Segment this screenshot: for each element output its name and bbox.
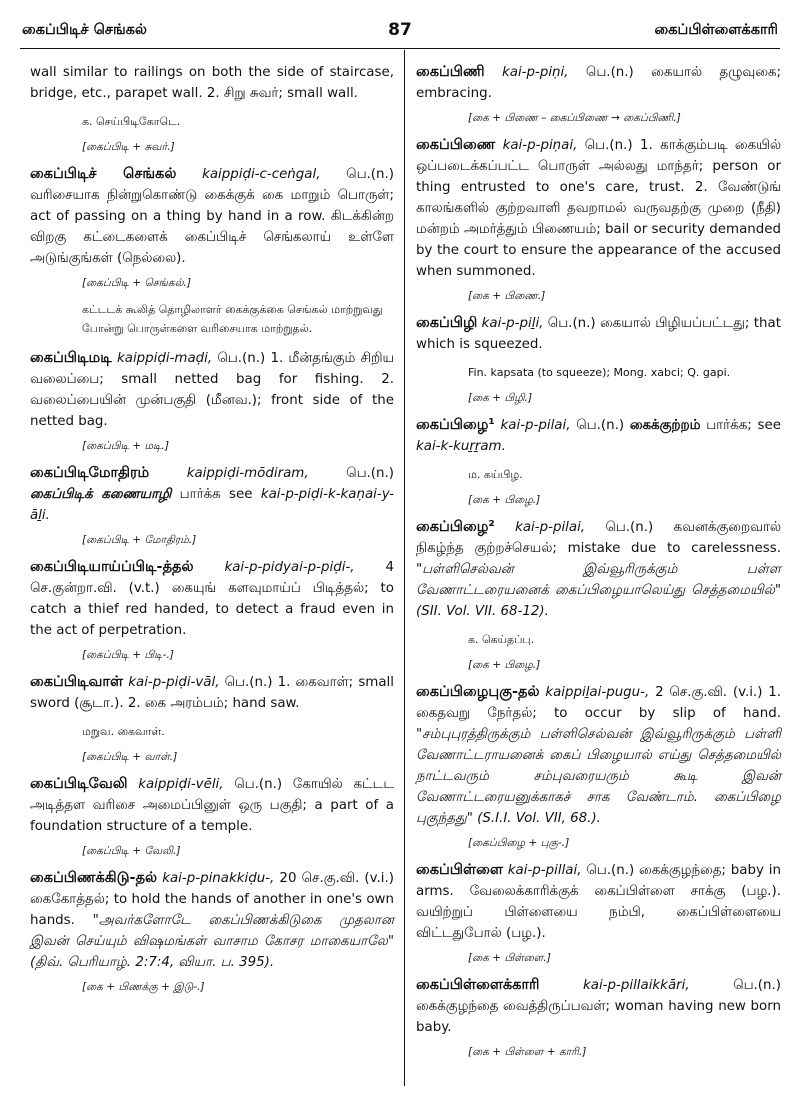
etymology: [கை + பிணை.] (468, 290, 546, 302)
dictionary-entry (30, 868, 394, 973)
definition-text: பெ.(n.) கையால் பிழியப்பட்டது; that which is squeezed. (416, 316, 781, 352)
transliteration: kaippiḍi-mōdiram, (186, 466, 309, 481)
headword: கைப்பிழைபுகு-தல் (416, 684, 540, 700)
citation-quote: "சம்புபுரத்திருக்கும் பள்ளிசெல்வன் இவ்வூரிருக்கும் பள்ளி வேணாட்டராயனைக் கைப் பிழையால் எய்து செத்தமையில் நாட்டவரும் சம்புவரையரும் கூடி இவன் வேணாட்டரையனுக்காகச் சாக வேண்டாம். கைப்பிழை புகுந்தது" (S.I.I. Vol. VII, 68.). (416, 727, 781, 826)
header-right-guideword: கைப்பிள்ளைக்காரி (654, 22, 778, 38)
transliteration: kai-p-pidyai-p-piḍi-, (224, 560, 355, 575)
definition-text: 2 செ.கு.வி. (v.i.) 1. கைதவறு நேர்தல்; to occur by slip of hand. (416, 685, 781, 721)
column-divider (404, 50, 405, 1086)
etymology: [கை + பிணை – கைப்பிணை → கைப்பிணி.] (468, 112, 681, 124)
definition-text: 20 செ.கு.வி. (v.i.) கைகோத்தல்; to hold the hands of another in one's own hands. (30, 871, 394, 928)
related-form: க. கெய்தப்பு. (468, 633, 535, 646)
headword: கைப்பிடிச் செங்கல் (30, 166, 177, 182)
headword: கைப்பிழை² (416, 519, 495, 535)
etymology: [கைப்பிடி + மடி.] (82, 440, 169, 452)
transliteration: kai-p-piḻi, (481, 316, 544, 331)
dictionary-entry (30, 774, 394, 837)
definition-text: பெ.(n.) 1. காக்கும்படி கையில் ஒப்படைக்கப்பட்ட பொருள் அல்லது மாந்தர்; person or thing entrusted to one's care, trust. 2. வேண்டுங் காலங்களில் குற்றவாளி தவறாமல் வருவதற்கு முறை (நீதி) மன்றம் அமர்த்தும் பிணையம்; bail or security demanded by the court to ensure the appearance of the accused when summoned. (416, 138, 781, 279)
etymology: [கைப்பிடி + வாள்.] (82, 751, 178, 763)
definition-text: பெ.(n.) 1. கைவாள்; small sword (சூடா.). 2. கை அரம்பம்; hand saw. (30, 675, 394, 711)
definition-text: பார்க்க see (171, 487, 261, 502)
etymology: [கைப்பிடி + சுவர்.] (82, 141, 175, 153)
right-column (416, 62, 781, 1069)
transliteration: kai-p-piḍi-vāl, (128, 675, 220, 690)
headword: கைப்பிடியாய்ப்பிடி-த்தல் (30, 559, 194, 575)
dictionary-entry (416, 62, 781, 104)
etymology: [கை + பிள்ளை + காரி.] (468, 1046, 587, 1058)
headword: கைப்பிடிமடி (30, 350, 112, 366)
transliteration: kaippiḻai-pugu-, (545, 685, 650, 700)
headword: கைப்பிடிவாள் (30, 674, 124, 690)
definition-text: பெ.(n.) கையால் தழுவுகை; embracing. (416, 65, 781, 101)
citation-quote: "பள்ளிசெல்வன் இவ்வூரிருக்கும் பள்ள வேணாட்டரையனைக் கைப்பிழையாலெய்து செத்தமையில்" (SII. Vol. VII. 68-12). (416, 562, 781, 619)
transliteration: kai-p-piṇai, (502, 138, 578, 153)
header-rule (20, 48, 780, 49)
dictionary-entry (416, 135, 781, 282)
header-left-guideword: கைப்பிடிச் செங்கல் (22, 22, 147, 38)
etymology: [கைப்பிடி + மோதிரம்.] (82, 534, 197, 546)
definition-text: பெ.(n.) 1. மீன்தங்கும் சிறிய வலைப்பை; small netted bag for fishing. 2. வலைப்பையின் முன்பகுதி (மீனவ.); front side of the netted bag. (30, 351, 394, 429)
definition-text: பெ.(n.) (570, 418, 630, 433)
definition-text: பெ.(n.) கவனக்குறைவால் நிகழ்ந்த குற்றச்செயல்; mistake due to carelessness. (416, 520, 781, 556)
etymology: [கைப்பிடி + செங்கல்.] (82, 277, 191, 289)
headword: கைப்பிடிமோதிரம் (30, 465, 150, 481)
transliteration: kaippiḍi-c-ceṅgal, (202, 167, 321, 182)
definition-text: wall similar to railings on both the side of staircase, bridge, etc., parapet wall. 2. சிறு சுவர்; small wall. (30, 65, 394, 101)
dictionary-entry (30, 672, 394, 714)
transliteration: kai-p-pilai, (515, 520, 586, 535)
cross-reference-transliteration: kai-p-piḍi-k-kaṇai-y-āḻi. (30, 487, 395, 523)
dictionary-entry (416, 517, 781, 622)
cognates: Fin. kapsata (to squeeze); Mong. xabci; Q. gapi. (468, 366, 731, 379)
definition-text: 4 செ.குன்றா.வி. (v.t.) கையுங் களவுமாய்ப் பிடித்தல்; to catch a thief red handed, to detect a fraud even in the act of perpetration. (30, 560, 394, 638)
entry-continuation (30, 62, 394, 104)
definition-text: பெ.(n.) (308, 466, 394, 481)
headword: கைப்பிடிவேலி (30, 776, 128, 792)
transliteration: kai-p-pillai, (507, 863, 582, 878)
etymology: [கை + பிள்ளை.] (468, 952, 551, 964)
dictionary-entry (30, 348, 394, 432)
transliteration: kaippiḍi-vēli, (138, 777, 224, 792)
definition-text: பெ.(n.) வரிசையாக நின்றுகொண்டு கைக்குக் கை மாறும் பொருள்; act of passing on a thing by hand in a row. கிடக்கின்ற விறகு கட்டைகளைக் கைப்பிடிச் செங்கலாய் உள்ளே அடுங்குங்கள் (நெல்லை). (30, 167, 394, 266)
dictionary-entry (30, 463, 394, 526)
dictionary-entry (30, 557, 394, 641)
headword: கைப்பிள்ளை (416, 862, 503, 878)
usage-note: கட்டடக் கூலித் தொழிலாளர் கைக்குக்கை செங்கல் மாற்றுவது போன்று பொருள்களை வரிசையாக மாற்றுதல். (82, 303, 383, 335)
headword: கைப்பிழை¹ (416, 417, 495, 433)
etymology: [கைப்பிடி + வேலி.] (82, 845, 181, 857)
dictionary-entry (416, 313, 781, 355)
dictionary-entry (416, 975, 781, 1038)
cross-reference-transliteration: kai-k-kuṟṟam. (416, 439, 506, 454)
transliteration: kai-p-pinakkiḍu-, (162, 871, 275, 886)
left-column (30, 62, 394, 1004)
headword: கைப்பிணை (416, 137, 496, 153)
headword: கைப்பிள்ளைக்காரி (416, 977, 540, 993)
headword: கைப்பிழி (416, 315, 478, 331)
related-form: மறுவ. கைவாள். (82, 725, 165, 738)
headword: கைப்பிணக்கிடு-தல் (30, 870, 158, 886)
related-form: ம. கய்பிழ. (468, 468, 523, 481)
definition-text: பெ.(n.) கோயில் கட்டட அடித்தள வரிசை அமைப்பினுள் ஒரு பகுதி; a part of a foundation structure of a temple. (30, 777, 394, 834)
page-header (22, 22, 778, 44)
definition-text: பார்க்க; see (700, 418, 781, 433)
citation-quote: "அவர்களோடே கைப்பிணக்கிடுகை முதலான இவன் செய்யும் விஷமங்கள் வாசாம கோசர மாகையாலே" (திவ். பெரியாழ். 2:7:4, வியா. ப. 395). (30, 913, 394, 970)
definition-text: பெ.(n.) கைக்குழந்தை வைத்திருப்பவள்; woman having new born baby. (416, 978, 781, 1035)
cross-reference: கைப்பிடிக் கணையாழி (30, 487, 172, 502)
definition-text: பெ.(n.) கைக்குழந்தை; baby in arms. வேலைக்காரிக்குக் கைப்பிள்ளை சாக்கு (பழ.). வயிற்றுப் பிள்ளையை நம்பி, கைப்பிள்ளையை விட்டதுபோல் (பழ.). (416, 863, 782, 941)
headword: கைப்பிணி (416, 64, 485, 80)
transliteration: kai-p-pilai, (500, 418, 571, 433)
dictionary-entry (30, 164, 394, 269)
cross-reference: கைக்குற்றம் (629, 418, 701, 433)
etymology: [கை + பிழி.] (468, 392, 533, 404)
transliteration: kai-p-pillaikkāri, (583, 978, 690, 993)
dictionary-entry (416, 682, 781, 829)
etymology: [கைப்பிடி + பிடி-.] (82, 649, 174, 661)
dictionary-entry (416, 415, 781, 457)
related-form: க. செய்பிடிகோடெ. (82, 115, 181, 128)
etymology: [கை + பிழை.] (468, 659, 541, 671)
etymology: [கை + பிணக்கு + இடு-.] (82, 981, 205, 993)
transliteration: kai-p-piṇi, (501, 65, 569, 80)
etymology: [கை + பிழை.] (468, 494, 541, 506)
page-number: 87 (388, 20, 412, 40)
dictionary-entry (416, 860, 781, 944)
etymology: [கைப்பிழை + புகு-.] (468, 837, 570, 849)
transliteration: kaippiḍi-maḍi, (116, 351, 213, 366)
